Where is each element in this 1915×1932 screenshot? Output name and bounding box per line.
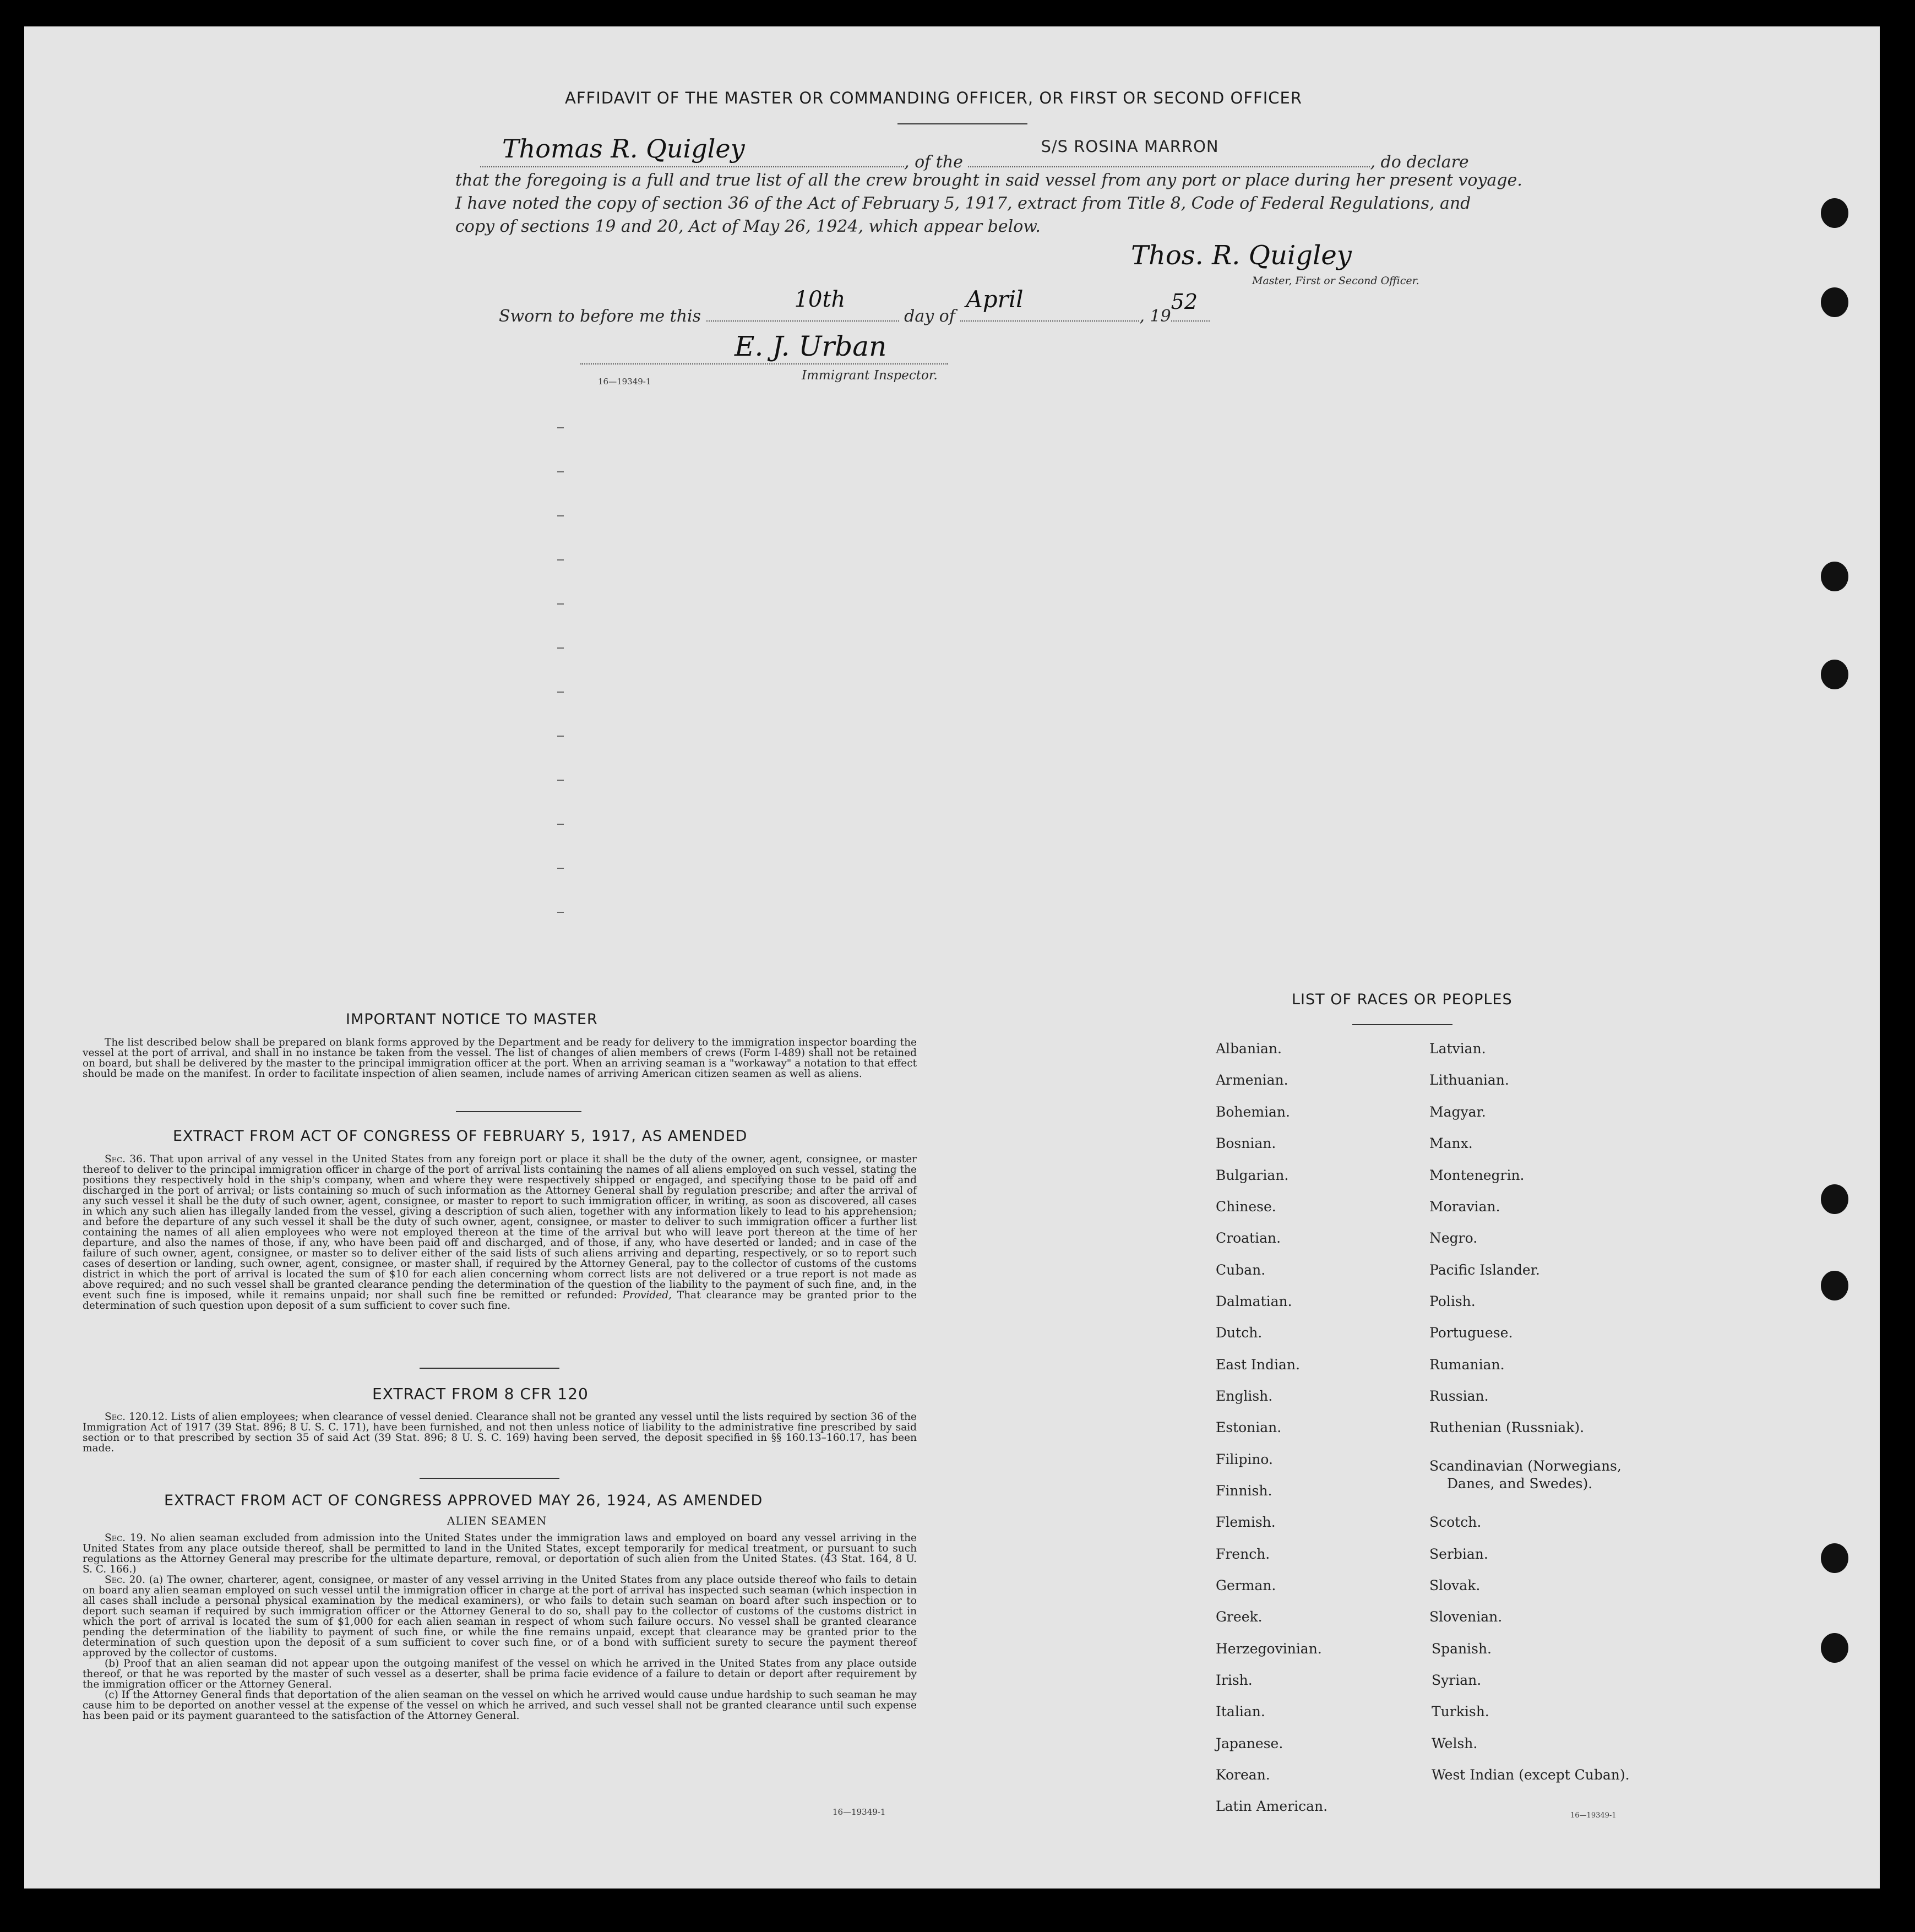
race-item: Dutch. — [1216, 1325, 1263, 1341]
race-item: Bosnian. — [1216, 1135, 1276, 1151]
notice-paragraph: The list described below shall be prepared on blank forms approved by the Department and be ready for delivery to the immigration inspector boarding the vessel at the port of arrival, and shall in no instance be taken from the vessel. The list of changes of alien members of crews (Form I-489) shall not be retained on board, but shall be delivered by the master to the principal immigration officer at the port. When an arriving seaman is a "workaway" a notation to that effect should be made on the manifest. In order to facilitate inspection of alien seamen, include names of arriving American citizen seamen as well as aliens. — [83, 1037, 917, 1080]
sworn-year: 52 — [1171, 290, 1198, 314]
sworn-day: 10th — [794, 287, 846, 312]
race-item: Estonian. — [1216, 1419, 1282, 1435]
sworn-line — [499, 286, 1210, 329]
race-item: Italian. — [1216, 1704, 1265, 1719]
section-text: Lists of alien employees; when clearance of vessel denied. Clearance shall not be granted any vessel until the lists required by section 36 of the Immigration Act of 1917 (39 Stat. 896; 8 U. S. C. 171), have been furnished, and not then unless notice of liability to the administrative fine prescribed by said section or to that prescribed by section 35 of said Act (39 Stat. 896; 8 U. S. C. 169) having been served, the deposit specified in §§ 160.13–160.17, has been made. — [83, 1411, 917, 1454]
act-1924-subtitle: ALIEN SEAMEN — [447, 1514, 547, 1527]
tick-mark — [557, 780, 564, 781]
tick-mark — [557, 515, 564, 516]
race-item: Russian. — [1429, 1388, 1489, 1404]
race-item: Korean. — [1216, 1767, 1270, 1783]
affidavit-title: AFFIDAVIT OF THE MASTER OR COMMANDING OFFICER, OR FIRST OR SECOND OFFICER — [565, 89, 1302, 107]
race-item: Scotch. — [1429, 1514, 1482, 1530]
sworn-prefix: Sworn to before me this — [499, 307, 701, 326]
do-declare-text: , do declare — [1370, 153, 1469, 172]
extract-1917-text — [83, 1154, 917, 1311]
section-text: That upon arrival of any vessel in the United States from any foreign port or place it shall be the duty of the owner, agent, consignee, or master thereof to deliver to the principal immigration officer in charge of the port of arrival lists containing the names of all aliens employed on such vessel, stating the positions they respectively hold in the ship's company, when and where they were respectively shipped or engaged, and specifying those to be paid off and discharged in the port of arrival; or lists containing so much of such information as the Attorney General shall by regulation prescribe; and after the arrival of any such vessel it shall be the duty of such owner, agent, consignee, or master to report to such immigration officer, in writing, as soon as discovered, all cases in which any such alien has illegally landed from the vessel, giving a description of such alien, together with any information likely to lead to his apprehension; and before the departure of any such vessel it shall be the duty of such owner, agent, consignee, or master to deliver to such immigration officer a further list containing the names of all alien employees who were not employed thereon at the time of the arrival but who will leave port thereon at the time of her departure, and also the names of those, if any, who have been paid off and discharged, and of those, if any, who have deserted or landed; and in case of the failure of such owner, agent, consignee, or master so to deliver either of the said lists of such aliens arriving and departing, respectively, or so to report such cases of desertion or landing, such owner, agent, consignee, or master shall, if required by the Attorney General, pay to the collector of customs of the customs district in which the port of arrival is located the sum of $10 for each alien concerning whom correct lists are not delivered or a true report is not made as above required; and no such vessel shall be granted clearance pending the determination of the question of the liability to the payment of such fine, and, in the event such fine is imposed, while it remains unpaid; nor shall such fine be remitted or refunded: — [83, 1153, 917, 1301]
race-item: Negro. — [1429, 1230, 1478, 1246]
tick-mark — [557, 912, 564, 913]
tick-mark — [557, 736, 564, 737]
year-prefix: , 19 — [1139, 307, 1171, 326]
year-field — [1171, 290, 1210, 322]
master-caption: Master, First or Second Officer. — [1252, 275, 1419, 287]
extract-1917-title: EXTRACT FROM ACT OF CONGRESS OF FEBRUARY 5, 1917, AS AMENDED — [173, 1128, 748, 1145]
master-name-field — [480, 134, 904, 167]
section-20c-text: (c) If the Attorney General finds that deportation of the alien seaman on the vessel on which he arrived would cause undue hardship to such seaman he may cause him to be deported on another vessel at the expense of the vessel on which he arrived, and such vessel shall not be granted clearance until such expense has been paid or its payment guaranteed to the satisfaction of the Attorney General. — [83, 1689, 917, 1722]
form-number: 16—19349-1 — [598, 377, 651, 387]
affidavit-line-3: I have noted the copy of section 36 of the Act of February 5, 1917, extract from Title 8, Code of Federal Regulations, and — [455, 194, 1471, 213]
section-20a-text: (a) The owner, charterer, agent, consignee, or master of any vessel arriving in the United States from any place outside thereof who fails to detain on board any alien seaman employed on such vessel until the immigration officer in charge at the port of arrival has inspected such seaman (which inspection in all cases shall include a personal physical examination by the medical examiners), or who fails to detain such seaman on board after such inspection or to deport such seaman if required by such immigration officer or the Attorney General to do so, shall pay to the collector of customs of the customs district in which the port of arrival is located the sum of $1,000 for each alien seaman in respect of whom such failure occurs. No vessel shall be granted clearance pending the determination of the liability to payment of such fine, or while the fine remains unpaid, except that clearance may be granted prior to the determination of such question upon the deposit of a sum sufficient to cover such fine, or of a bond with sufficient surety to secure the payment thereof approved by the collector of customs. — [83, 1574, 917, 1659]
of-the-text: , of the — [904, 153, 963, 172]
section-20b-text: (b) Proof that an alien seaman did not appear upon the outgoing manifest of the vessel on which he arrived in the United States from any place outside thereof, or that he was reported by the master of such vessel as a deserter, shall be prima facie evidence of a failure to detain or deport after requirement by the immigration officer or the Attorney General. — [83, 1658, 917, 1690]
race-item: Scandinavian (Norwegians, — [1429, 1458, 1622, 1474]
binder-hole-icon — [1821, 198, 1848, 228]
race-item: Pacific Islander. — [1429, 1262, 1540, 1278]
tick-mark — [557, 692, 564, 693]
section-text-end: That clearance may be granted prior to the determination of such question upon deposit of a sum sufficient to cover such fine. — [83, 1289, 917, 1311]
race-item: Cuban. — [1216, 1262, 1266, 1278]
binder-hole-icon — [1821, 1184, 1848, 1214]
form-number: 16—19349-1 — [1570, 1811, 1617, 1820]
month-field — [960, 286, 1139, 322]
race-item: Serbian. — [1429, 1546, 1488, 1562]
race-item: Greek. — [1216, 1609, 1263, 1625]
race-item: Syrian. — [1432, 1672, 1482, 1688]
race-item: Slovenian. — [1429, 1609, 1503, 1625]
race-item: Welsh. — [1432, 1735, 1478, 1751]
race-item: Portuguese. — [1429, 1325, 1513, 1341]
inspector-caption: Immigrant Inspector. — [802, 368, 938, 383]
section-19-text: No alien seaman excluded from admission into the United States under the immigration laws and employed on board any vessel arriving in the United States from any place outside thereof, shall be permitted to land in the United States, except temporarily for medical treatment, or pursuant to such regulations as the Attorney General may prescribe for the ultimate departure, removal, or deportation of such alien from the United States. (43 Stat. 164, 8 U. S. C. 166.) — [83, 1532, 917, 1575]
section-label: Sec. 20. — [105, 1574, 146, 1586]
divider — [420, 1478, 559, 1479]
binder-hole-icon — [1821, 1543, 1848, 1573]
document-page — [24, 26, 1880, 1889]
form-number: 16—19349-1 — [833, 1807, 886, 1817]
act-1924-title: EXTRACT FROM ACT OF CONGRESS APPROVED MAY 26, 1924, AS AMENDED — [164, 1492, 763, 1509]
race-item: Croatian. — [1216, 1230, 1281, 1246]
divider — [456, 1111, 581, 1112]
tick-mark — [557, 471, 564, 472]
section-label: Sec. 36. — [105, 1153, 146, 1165]
sworn-month: April — [966, 286, 1024, 313]
races-title: LIST OF RACES OR PEOPLES — [1292, 991, 1513, 1008]
race-item: Danes, and Swedes). — [1447, 1476, 1593, 1492]
master-signature: Thos. R. Quigley — [1131, 240, 1352, 271]
inspector-signature: E. J. Urban — [735, 330, 887, 362]
affidavit-line-4: copy of sections 19 and 20, Act of May 26, 1924, which appear below. — [455, 217, 1041, 236]
tick-mark — [557, 427, 564, 428]
race-item: Irish. — [1216, 1672, 1253, 1688]
vessel-name-field — [968, 137, 1370, 167]
cfr-text — [83, 1412, 917, 1454]
master-name-handwritten: Thomas R. Quigley — [502, 134, 745, 164]
race-item: Bulgarian. — [1216, 1167, 1289, 1183]
race-item: Dalmatian. — [1216, 1293, 1292, 1309]
race-item: French. — [1216, 1546, 1270, 1562]
affidavit-line-2: that the foregoing is a full and true list of all the crew brought in said vessel from any port or place during her present voyage. — [455, 171, 1522, 190]
race-item: Rumanian. — [1429, 1357, 1505, 1373]
race-item: Lithuanian. — [1429, 1072, 1509, 1088]
race-item: East Indian. — [1216, 1357, 1300, 1373]
divider — [897, 123, 1027, 124]
day-of-text: day of — [904, 307, 955, 326]
divider — [420, 1368, 559, 1369]
section-label: Sec. 120.12. — [105, 1411, 168, 1423]
tick-mark — [557, 559, 564, 560]
race-item: Magyar. — [1429, 1104, 1486, 1120]
race-item: German. — [1216, 1577, 1276, 1593]
race-item: Spanish. — [1432, 1641, 1492, 1657]
tick-mark — [557, 868, 564, 869]
race-item: Albanian. — [1216, 1041, 1282, 1057]
section-label: Sec. 19. — [105, 1532, 146, 1544]
binder-hole-icon — [1821, 287, 1848, 317]
notice-title: IMPORTANT NOTICE TO MASTER — [346, 1011, 598, 1028]
inspector-signature-line — [580, 363, 948, 364]
race-item: English. — [1216, 1388, 1273, 1404]
day-field — [706, 287, 899, 322]
race-item: Montenegrin. — [1429, 1167, 1525, 1183]
binder-hole-icon — [1821, 1633, 1848, 1663]
race-item: Japanese. — [1216, 1735, 1283, 1751]
race-item: Armenian. — [1216, 1072, 1288, 1088]
act-1924-text — [83, 1533, 917, 1721]
tick-mark — [557, 647, 564, 649]
binder-hole-icon — [1821, 1271, 1848, 1300]
tick-mark — [557, 603, 564, 605]
race-item: Flemish. — [1216, 1514, 1276, 1530]
race-item: Polish. — [1429, 1293, 1476, 1309]
race-item: Latvian. — [1429, 1041, 1486, 1057]
cfr-title: EXTRACT FROM 8 CFR 120 — [372, 1385, 589, 1403]
race-item: Finnish. — [1216, 1483, 1272, 1499]
race-item: West Indian (except Cuban). — [1432, 1767, 1630, 1783]
race-item: Chinese. — [1216, 1199, 1276, 1215]
divider — [1352, 1024, 1452, 1025]
binder-hole-icon — [1821, 660, 1848, 689]
provided-text: Provided, — [622, 1289, 672, 1301]
race-item: Slovak. — [1429, 1577, 1481, 1593]
race-item: Filipino. — [1216, 1451, 1273, 1467]
race-item: Bohemian. — [1216, 1104, 1290, 1120]
race-item: Ruthenian (Russniak). — [1429, 1419, 1585, 1435]
race-item: Latin American. — [1216, 1798, 1328, 1814]
notice-text — [83, 1037, 917, 1079]
race-item: Manx. — [1429, 1135, 1473, 1151]
binder-hole-icon — [1821, 562, 1848, 591]
tick-mark — [557, 824, 564, 825]
race-item: Moravian. — [1429, 1199, 1500, 1215]
race-item: Turkish. — [1432, 1704, 1489, 1719]
vessel-name: S/S ROSINA MARRON — [1041, 137, 1219, 156]
race-item: Herzegovinian. — [1216, 1641, 1322, 1657]
